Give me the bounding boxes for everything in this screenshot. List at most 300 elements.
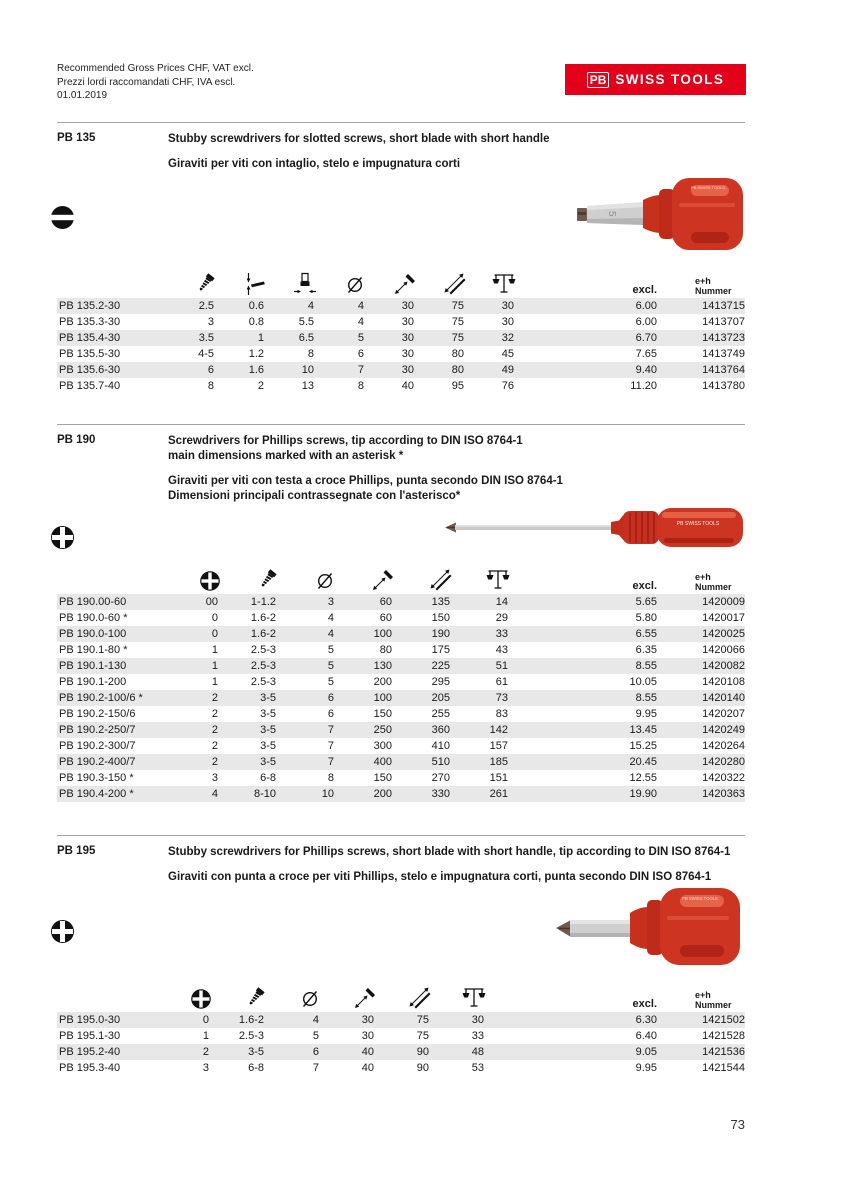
eh-nummer: 1413749 [702,348,745,360]
dimension-value: 6 [327,692,334,704]
eh-nummer: 1420363 [702,788,745,800]
dimension-value: 6 [312,1046,319,1058]
article-name: PB 135.5-30 [59,348,121,360]
weight-icon [453,566,511,592]
dimension-value: 4 [357,300,364,312]
pb135-table [57,258,745,394]
article-name: PB 190.00-60 [59,596,127,608]
dimension-value: 95 [451,380,464,392]
table-row [57,362,745,378]
section-titles [168,434,563,504]
dimension-value: 1 [202,1030,209,1042]
article-name: PB 190.2-250/7 [59,724,136,736]
dimension-value: 8 [307,348,314,360]
dimension-value: 90 [416,1062,429,1074]
dimension-value: 250 [373,724,392,736]
price-column-header: excl. [632,284,657,296]
phillips-size-icon [163,570,221,592]
dimension-value: 205 [431,692,450,704]
blade-mark: 5 [606,211,617,217]
dimension-value: 60 [379,612,392,624]
eh-nummer: 1420017 [702,612,745,624]
dimension-value: 4 [312,1014,319,1026]
table-row [57,594,745,610]
dimension-value: 30 [361,1030,374,1042]
dimension-value: 150 [431,612,450,624]
title-it: Giraviti con punta a croce per viti Phillips, stelo e impugnatura corti, punta secondo DIN ISO 8764-1 [168,871,712,883]
dimension-value: 33 [495,628,508,640]
dimension-value: 3-5 [248,1046,264,1058]
dimension-value: 3 [327,596,334,608]
dimension-value: 1.6 [248,364,264,376]
dimension-value: 1 [211,676,218,688]
eh-nummer: 1420264 [702,740,745,752]
dimension-value: 8 [357,380,364,392]
dimension-value: 48 [471,1046,484,1058]
dimension-value: 510 [431,756,450,768]
diameter-icon [279,568,337,592]
dimension-value: 33 [471,1030,484,1042]
title-it: Giraviti per viti con testa a croce Phillips, punta secondo DIN ISO 8764-1 [168,475,563,487]
diameter-icon [267,986,322,1010]
title-en: main dimensions marked with an asterisk * [168,450,404,462]
pb195-table [57,972,745,1076]
article-name: PB 135.3-30 [59,316,121,328]
table-row [57,658,745,674]
table-row [57,722,745,738]
price-excl: 6.30 [635,1014,657,1026]
blade-width-icon [267,272,317,296]
price-column-header: excl. [632,998,657,1010]
dimension-value: 185 [489,756,508,768]
dimension-value: 5 [327,644,334,656]
pb190-table [57,556,745,802]
dimension-value: 1 [257,332,264,344]
price-column-header: excl. [632,580,657,592]
dimension-value: 80 [379,644,392,656]
dimension-value: 30 [401,300,414,312]
dimension-value: 4 [327,612,334,624]
eh-nummer: 1420082 [702,660,745,672]
dimension-value: 130 [373,660,392,672]
pb-logo-mark: PB [587,72,610,88]
table-row [57,754,745,770]
dimension-value: 2 [211,692,218,704]
article-name: PB 190.1-130 [59,660,127,672]
price-note-line2: Prezzi lordi raccomandati CHF, IVA escl. [57,76,236,88]
dimension-value: 2.5-3 [250,660,276,672]
blade-thickness-icon [217,272,267,296]
price-excl: 6.00 [635,316,657,328]
table-row [57,690,745,706]
dimension-value: 5 [327,660,334,672]
eh-nummer: 1420066 [702,644,745,656]
product-image-pb135 [575,176,745,257]
price-excl: 9.95 [635,1062,657,1074]
eh-nummer: 1420207 [702,708,745,720]
article-name: PB 195.2-40 [59,1046,121,1058]
section-code: PB 190 [57,434,96,446]
dimension-value: 270 [431,772,450,784]
section-divider [57,835,745,836]
article-name: PB 190.3-150 * [59,772,134,784]
eh-nummer: 1421536 [702,1046,745,1058]
dimension-value: 83 [495,708,508,720]
dimension-value: 7 [327,756,334,768]
eh-nummer: 1413707 [702,316,745,328]
dimension-value: 261 [489,788,508,800]
table-row [57,786,745,802]
article-name: PB 135.7-40 [59,380,121,392]
price-excl: 7.65 [635,348,657,360]
price-excl: 6.55 [635,628,657,640]
nummer-column-header: e+h Nummer [695,572,732,592]
dimension-value: 80 [451,364,464,376]
dimension-value: 2.5 [198,300,214,312]
dimension-value: 225 [431,660,450,672]
article-name: PB 135.6-30 [59,364,121,376]
handle-brand-text: PB SWISS TOOLS [676,521,720,527]
dimension-value: 29 [495,612,508,624]
section-pb195 [57,835,745,1095]
price-excl: 12.55 [629,772,657,784]
article-name: PB 190.1-200 [59,676,127,688]
table-header-row [57,556,745,594]
dimension-value: 40 [401,380,414,392]
dimension-value: 360 [431,724,450,736]
pb-logo-text: SWISS TOOLS [615,72,725,87]
article-name: PB 190.1-80 * [59,644,128,656]
dimension-value: 3-5 [260,708,276,720]
pb-swiss-tools-logo [565,64,746,95]
table-row [57,1012,745,1028]
dimension-value: 2 [257,380,264,392]
dimension-value: 3-5 [260,756,276,768]
dimension-value: 2 [211,724,218,736]
table-row [57,642,745,658]
article-name: PB 190.2-400/7 [59,756,136,768]
table-header-row [57,972,745,1012]
slotted-screwdriver-icon [49,204,76,236]
eh-nummer: 1420249 [702,724,745,736]
table-row [57,706,745,722]
article-name: PB 190.0-100 [59,628,127,640]
dimension-value: 45 [501,348,514,360]
dimension-value: 30 [401,348,414,360]
dimension-value: 30 [471,1014,484,1026]
section-divider [57,424,745,425]
price-excl: 5.80 [635,612,657,624]
dimension-value: 2.5-3 [238,1030,264,1042]
section-titles [168,845,730,885]
dimension-value: 49 [501,364,514,376]
section-code: PB 195 [57,845,96,857]
price-excl: 15.25 [629,740,657,752]
dimension-value: 6 [207,364,214,376]
dimension-value: 6-8 [260,772,276,784]
section-pb135 [57,122,745,422]
dimension-value: 10 [301,364,314,376]
phillips-size-icon [157,988,212,1010]
article-name: PB 190.2-300/7 [59,740,136,752]
price-excl: 9.95 [635,708,657,720]
page-number: 73 [730,1117,745,1132]
dimension-value: 61 [495,676,508,688]
article-name: PB 190.0-60 * [59,612,128,624]
dimension-value: 43 [495,644,508,656]
dimension-value: 0.6 [248,300,264,312]
section-titles [168,132,550,172]
dimension-value: 7 [327,724,334,736]
dimension-value: 7 [357,364,364,376]
dimension-value: 4 [211,788,218,800]
dimension-value: 8 [327,772,334,784]
total-length-icon [377,986,432,1010]
dimension-value: 3-5 [260,692,276,704]
table-row [57,674,745,690]
article-name: PB 190.4-200 * [59,788,134,800]
dimension-value: 2 [202,1046,209,1058]
product-image-pb195 [553,885,745,972]
dimension-value: 6-8 [248,1062,264,1074]
eh-nummer: 1420025 [702,628,745,640]
dimension-value: 53 [471,1062,484,1074]
dimension-value: 2.5-3 [250,676,276,688]
nummer-column-header: e+h Nummer [695,276,732,296]
dimension-value: 255 [431,708,450,720]
price-excl: 20.45 [629,756,657,768]
dimension-value: 142 [489,724,508,736]
dimension-value: 90 [416,1046,429,1058]
dimension-value: 40 [361,1046,374,1058]
price-note [57,62,254,103]
total-length-icon [417,272,467,296]
dimension-value: 6.5 [298,332,314,344]
dimension-value: 150 [373,708,392,720]
price-excl: 13.45 [629,724,657,736]
eh-nummer: 1413764 [702,364,745,376]
dimension-value: 75 [416,1030,429,1042]
blade-length-icon [367,272,417,296]
article-name: PB 135.4-30 [59,332,121,344]
article-name: PB 195.3-40 [59,1062,121,1074]
article-name: PB 190.2-150/6 [59,708,136,720]
table-row [57,626,745,642]
dimension-value: 1.6-2 [238,1014,264,1026]
dimension-value: 4 [327,628,334,640]
screw-icon [212,986,267,1010]
table-row [57,610,745,626]
price-excl: 8.55 [635,660,657,672]
dimension-value: 7 [312,1062,319,1074]
dimension-value: 5 [327,676,334,688]
dimension-value: 4-5 [198,348,214,360]
dimension-value: 40 [361,1062,374,1074]
screw-icon [167,272,217,296]
dimension-value: 1.6-2 [250,628,276,640]
article-name: PB 195.1-30 [59,1030,121,1042]
dimension-value: 157 [489,740,508,752]
eh-nummer: 1421502 [702,1014,745,1026]
dimension-value: 30 [361,1014,374,1026]
dimension-value: 80 [451,348,464,360]
dimension-value: 0 [211,612,218,624]
dimension-value: 1 [211,660,218,672]
phillips-screwdriver-icon [49,918,76,950]
eh-nummer: 1413723 [702,332,745,344]
dimension-value: 410 [431,740,450,752]
title-it: Giraviti per viti con intaglio, stelo e impugnatura corti [168,158,461,170]
dimension-value: 73 [495,692,508,704]
article-name: PB 190.2-100/6 * [59,692,143,704]
table-row [57,346,745,362]
table-header-row [57,258,745,298]
dimension-value: 4 [357,316,364,328]
table-row [57,770,745,786]
section-code: PB 135 [57,132,96,144]
dimension-value: 175 [431,644,450,656]
dimension-value: 7 [327,740,334,752]
table-row [57,378,745,394]
dimension-value: 8-10 [253,788,276,800]
dimension-value: 1.2 [248,348,264,360]
table-row [57,1028,745,1044]
table-row [57,1044,745,1060]
dimension-value: 151 [489,772,508,784]
product-image-pb190 [440,502,745,557]
table-row [57,330,745,346]
price-excl: 11.20 [630,380,657,392]
phillips-screwdriver-icon [49,524,76,556]
dimension-value: 13 [301,380,314,392]
price-excl: 10.05 [629,676,657,688]
dimension-value: 3-5 [260,740,276,752]
eh-nummer: 1413780 [702,380,745,392]
section-divider [57,122,745,123]
dimension-value: 400 [373,756,392,768]
blade-length-icon [337,568,395,592]
eh-nummer: 1413715 [702,300,745,312]
dimension-value: 32 [501,332,514,344]
nummer-column-header: e+h Nummer [695,990,732,1010]
price-excl: 9.05 [635,1046,657,1058]
handle-brand-text: PB SWISS TOOLS [691,185,725,190]
price-excl: 5.65 [635,596,657,608]
dimension-value: 30 [401,332,414,344]
eh-nummer: 1421528 [702,1030,745,1042]
dimension-value: 60 [379,596,392,608]
price-excl: 6.35 [635,644,657,656]
eh-nummer: 1420108 [702,676,745,688]
eh-nummer: 1420009 [702,596,745,608]
price-excl: 6.00 [635,300,657,312]
dimension-value: 51 [495,660,508,672]
dimension-value: 00 [205,596,218,608]
diameter-icon [317,272,367,296]
dimension-value: 75 [451,300,464,312]
total-length-icon [395,568,453,592]
dimension-value: 100 [373,692,392,704]
eh-nummer: 1420140 [702,692,745,704]
dimension-value: 3.5 [198,332,214,344]
price-excl: 19.90 [629,788,657,800]
dimension-value: 3-5 [260,724,276,736]
dimension-value: 2.5-3 [250,644,276,656]
dimension-value: 30 [401,316,414,328]
dimension-value: 2 [211,756,218,768]
price-excl: 6.40 [635,1030,657,1042]
dimension-value: 3 [211,772,218,784]
price-excl: 6.70 [635,332,657,344]
weight-icon [432,984,487,1010]
dimension-value: 2 [211,708,218,720]
dimension-value: 200 [373,788,392,800]
table-row [57,1060,745,1076]
dimension-value: 135 [431,596,450,608]
dimension-value: 75 [451,332,464,344]
blade-length-icon [322,986,377,1010]
dimension-value: 300 [373,740,392,752]
dimension-value: 330 [431,788,450,800]
price-note-line1: Recommended Gross Prices CHF, VAT excl. [57,63,254,74]
handle-brand-text: PB SWISS TOOLS [682,896,718,901]
dimension-value: 3 [207,316,214,328]
weight-icon [467,270,517,296]
dimension-value: 6 [357,348,364,360]
dimension-value: 5 [357,332,364,344]
article-name: PB 135.2-30 [59,300,121,312]
dimension-value: 0 [211,628,218,640]
dimension-value: 10 [321,788,334,800]
dimension-value: 30 [501,316,514,328]
dimension-value: 1.6-2 [250,612,276,624]
price-excl: 9.40 [635,364,657,376]
dimension-value: 6 [327,708,334,720]
dimension-value: 1 [211,644,218,656]
title-en: Stubby screwdrivers for slotted screws, short blade with short handle [168,133,550,145]
dimension-value: 1-1.2 [250,596,276,608]
dimension-value: 295 [431,676,450,688]
dimension-value: 5 [312,1030,319,1042]
table-row [57,738,745,754]
dimension-value: 75 [451,316,464,328]
section-pb190 [57,424,745,824]
dimension-value: 200 [373,676,392,688]
dimension-value: 100 [373,628,392,640]
dimension-value: 14 [495,596,508,608]
dimension-value: 0.8 [248,316,264,328]
price-excl: 8.55 [635,692,657,704]
dimension-value: 2 [211,740,218,752]
dimension-value: 3 [202,1062,209,1074]
price-note-date: 01.01.2019 [57,90,108,101]
title-it: Dimensioni principali contrassegnate con l'asterisco* [168,490,461,502]
dimension-value: 4 [307,300,314,312]
dimension-value: 150 [373,772,392,784]
dimension-value: 75 [416,1014,429,1026]
dimension-value: 8 [207,380,214,392]
title-en: Stubby screwdrivers for Phillips screws, short blade with short handle, tip according to DIN ISO 8764-1 [168,846,731,858]
eh-nummer: 1421544 [702,1062,745,1074]
screw-icon [221,568,279,592]
dimension-value: 30 [501,300,514,312]
eh-nummer: 1420322 [702,772,745,784]
table-row [57,298,745,314]
title-en: Screwdrivers for Phillips screws, tip according to DIN ISO 8764-1 [168,435,523,447]
dimension-value: 5.5 [298,316,314,328]
table-row [57,314,745,330]
dimension-value: 0 [202,1014,209,1026]
